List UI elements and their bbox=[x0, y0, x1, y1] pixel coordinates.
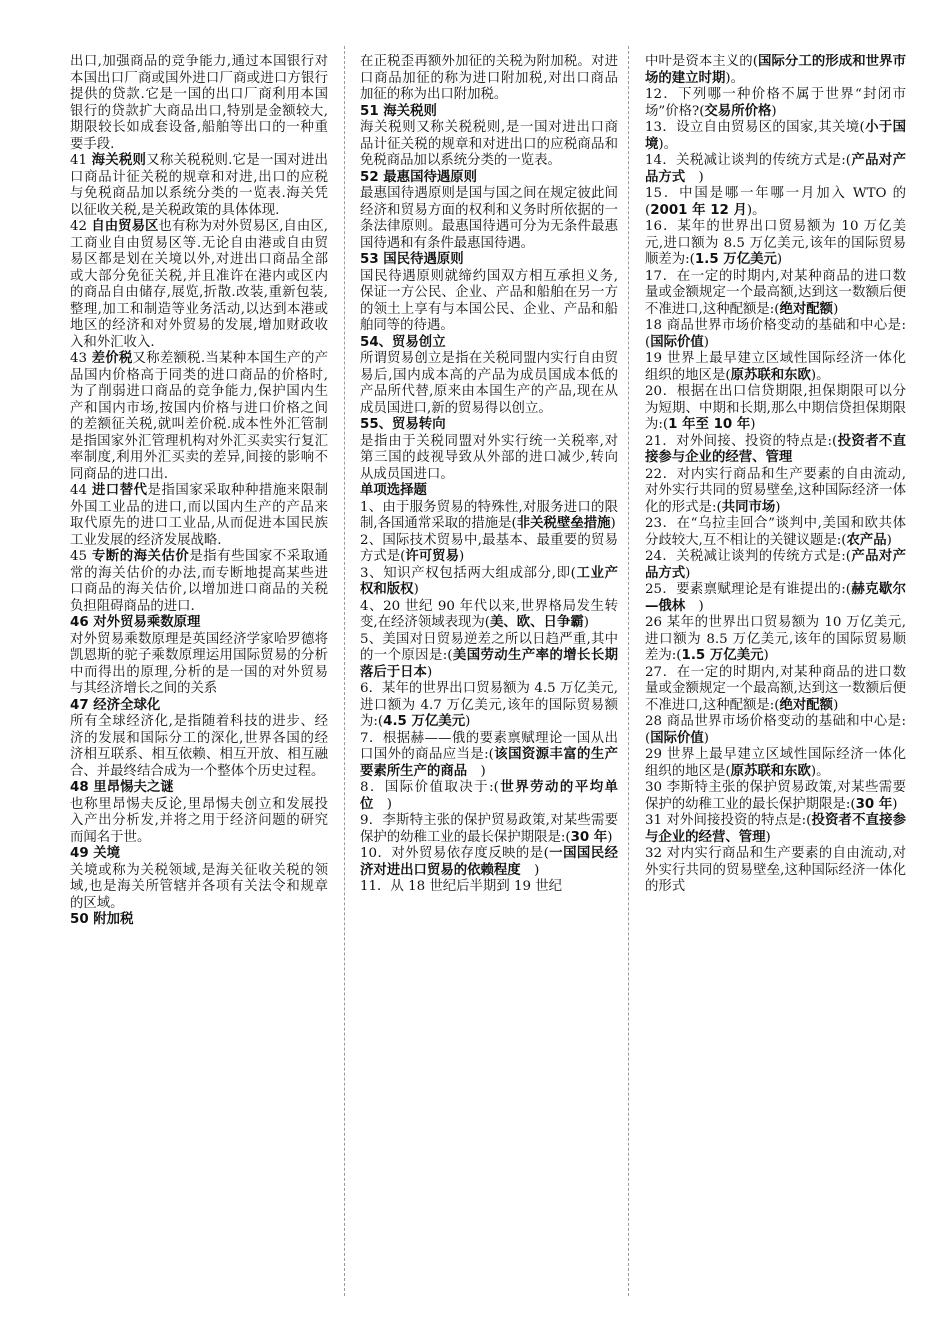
paragraph bbox=[70, 483, 328, 549]
answer-text: 美国劳动生产率的增长长期落后于日本 bbox=[360, 648, 618, 680]
body-text: 13．设立自由贸易区的国家,其关境( bbox=[645, 120, 865, 135]
answer-text: 许可贸易 bbox=[405, 549, 459, 564]
answer-text: 产品对产品方式 bbox=[645, 153, 906, 185]
paragraph bbox=[360, 351, 618, 417]
body-text: 21．对外间接、投资的特点是:( bbox=[645, 433, 838, 449]
closing-punct: ) bbox=[426, 664, 433, 680]
body-text: 最惠国待遇原则是国与国之间在规定彼此间经济和贸易方面的权利和义务时所依据的一条法律原则。最惠国待遇可分为无条件最惠国待遇和有条件最惠国待遇。 bbox=[360, 186, 618, 251]
answer-text: 2001 年 12 月 bbox=[650, 202, 747, 218]
closing-punct: ) bbox=[685, 565, 691, 581]
body-text: 海关税则又称关税税则,是一国对进出口商品计征关税的规章和对进出口的应税商品和免税商品加以系统分类的一览表。 bbox=[360, 120, 618, 168]
closing-punct: ) bbox=[703, 334, 710, 350]
section-heading: 51 海关税则 bbox=[360, 103, 437, 119]
paragraph bbox=[360, 54, 618, 104]
body-text: 是指有些国家不采取通常的海关估价的办法,而专断地提高某些进口商品的海关估价,以增加进口商品的关税负担阻碍商品的进口. bbox=[70, 549, 328, 614]
question-item bbox=[645, 153, 906, 186]
closing-punct: ) bbox=[771, 103, 777, 119]
question-item bbox=[645, 318, 906, 351]
question-item bbox=[645, 87, 906, 120]
section-heading: 55、贸易转向 bbox=[360, 417, 446, 432]
body-text: 9．李斯特主张的保护贸易政策,对某些需要保护的幼稚工业的最长保护期限是:( bbox=[360, 813, 618, 845]
paragraph bbox=[645, 846, 906, 896]
column-divider bbox=[628, 46, 629, 1296]
paragraph bbox=[360, 186, 618, 252]
question-item bbox=[360, 533, 618, 566]
section-heading: 48 里昂惕夫之谜 bbox=[70, 780, 174, 795]
answer-text: 非关税壁垒措施 bbox=[516, 516, 611, 531]
closing-punct: )。 bbox=[658, 136, 678, 152]
answer-text: 产品对产品方式 bbox=[645, 549, 906, 581]
body-text: 2、国际技术贸易中,最基本、最重要的贸易方式是( bbox=[360, 532, 618, 564]
closing-punct: ) bbox=[886, 532, 892, 548]
section-heading: 52 最惠国待遇原则 bbox=[360, 169, 478, 185]
section-heading: 单项选择题 bbox=[360, 483, 427, 498]
answer-text: 国际价值 bbox=[650, 730, 704, 746]
answer-text: 原苏联和东欧 bbox=[730, 763, 811, 779]
closing-punct: ) bbox=[765, 829, 771, 845]
body-text: 32 对内实行商品和生产要素的自由流动,对外实行共同的贸易壁垒,这种国际经济一体化的形式 bbox=[645, 846, 906, 894]
body-text: 4、20 世纪 90 年代以来,世界格局发生转变,在经济领域表现为( bbox=[360, 598, 618, 630]
text-column-right bbox=[645, 54, 906, 1294]
answer-text: 工业产权和版权 bbox=[360, 565, 618, 597]
question-item bbox=[645, 384, 906, 434]
closing-punct: ) bbox=[703, 730, 710, 746]
question-item bbox=[645, 219, 906, 269]
question-item bbox=[645, 714, 906, 747]
question-item bbox=[645, 615, 906, 665]
body-text: 对外贸易乘数原理是英国经济学家哈罗德将凯恩斯的驼子乘数原理运用国际贸易的分析中而得出的原理,分析的是一国的对外贸易与其经济增长之间的关系 bbox=[70, 631, 328, 696]
closing-punct: ) bbox=[607, 829, 613, 845]
answer-text: 农产品 bbox=[846, 532, 887, 548]
paragraph bbox=[70, 219, 328, 351]
question-item bbox=[645, 780, 906, 813]
paragraph bbox=[70, 153, 328, 219]
body-text: 26 某年的世界出口贸易额为 10 万亿美元,进口额为 8.5 万亿美元,该年的国际贸易顺差为:( bbox=[645, 615, 906, 663]
closing-punct: ) bbox=[685, 169, 704, 185]
closing-punct: ) bbox=[763, 648, 769, 663]
answer-text: 国际分工的形成和世界市场的建立时期 bbox=[645, 54, 906, 86]
body-text: 27．在一定的时期内,对某种商品的进口数量或金额规定一个最高额,达到这一数额后便不准进口,这种配额是:( bbox=[645, 664, 906, 713]
closing-punct: ) bbox=[373, 796, 393, 812]
text-column-left bbox=[70, 54, 328, 1294]
body-text: 8．国际价值取决于:( bbox=[360, 780, 499, 795]
term-number: 42 bbox=[70, 219, 88, 234]
answer-text: 共同市场 bbox=[721, 499, 776, 515]
body-text: 10．对外贸易依存度反映的是( bbox=[360, 846, 549, 861]
question-item bbox=[645, 582, 906, 615]
term-number: 41 bbox=[70, 153, 88, 168]
body-text: 所谓贸易创立是指在关税同盟内实行自由贸易后,国内成本高的产品为成员国成本低的产品所代替,原来由本国生产的产品,现在从成员国进口,新的贸易得以创立。 bbox=[360, 351, 618, 416]
body-text: 20．根据在出口信贷期限,担保期限可以分为短期、中期和长期,那么中期信贷担保期限为:( bbox=[645, 384, 906, 432]
answer-text: 1.5 万亿美元 bbox=[681, 648, 764, 663]
term-number: 45 bbox=[70, 549, 88, 564]
section-heading: 54、贸易创立 bbox=[360, 334, 446, 350]
closing-punct: )。 bbox=[725, 70, 744, 86]
question-item bbox=[360, 813, 618, 846]
closing-punct: ) bbox=[465, 714, 471, 729]
body-text: 12．下列哪一种价格不属于世界“封闭市场”价格?( bbox=[645, 87, 906, 119]
answer-text: 绝对配额 bbox=[779, 697, 834, 713]
answer-text: 国际价值 bbox=[650, 334, 704, 350]
body-text: 7．根据赫——俄的要素禀赋理论一国从出口国外的商品应当是:( bbox=[360, 730, 618, 762]
question-item bbox=[360, 846, 618, 879]
question-item bbox=[360, 731, 618, 781]
body-text: 24．关税减让谈判的传统方式是:( bbox=[645, 549, 851, 564]
body-text: 29 世界上最早建立区域性国际经济一体化组织的地区是( bbox=[645, 747, 906, 779]
closing-punct: ) bbox=[775, 499, 781, 515]
body-text: 中叶是资本主义的( bbox=[645, 54, 758, 69]
closing-punct: ) bbox=[833, 697, 839, 713]
question-item bbox=[360, 681, 618, 731]
answer-text: 1 年至 10 年 bbox=[668, 417, 751, 432]
body-text: 所有全球经济化,是指随着科技的进步、经济的发展和国际分工的深化,世界各国的经济相互联系、相互依赖、相互开放、相互融合、并最终结合成为一个整体个历史过程。 bbox=[70, 714, 328, 779]
term-number: 44 bbox=[70, 483, 88, 498]
paragraph bbox=[360, 269, 618, 335]
closing-punct: )。 bbox=[746, 202, 766, 218]
column-divider bbox=[344, 46, 345, 1296]
body-text: 18 商品世界市场价格变动的基础和中心是:( bbox=[645, 318, 906, 350]
body-text: 出口,加强商品的竞争能力,通过本国银行对本国出口厂商或国外进口厂商或进口方银行提供的贷款.它是一国的出口厂商利用本国银行的贷款扩大商品出口,特别是金额较大,期限较长如成套设备,船舶等出口的一种重要手段. bbox=[70, 54, 328, 152]
answer-text: 绝对配额 bbox=[779, 301, 834, 317]
term-name: 自由贸易区 bbox=[91, 219, 159, 234]
question-item bbox=[360, 632, 618, 682]
text-column-middle bbox=[360, 54, 618, 1294]
body-text: 11．从 18 世纪后半期到 19 世纪 bbox=[360, 879, 563, 894]
section-heading: 50 附加税 bbox=[70, 912, 134, 927]
answer-text: 小于国境 bbox=[645, 120, 906, 152]
body-text: 22．对内实行商品和生产要素的自由流动,对外实行共同的贸易壁垒,这种国际经济一体化的形式是:( bbox=[645, 466, 906, 515]
paragraph bbox=[70, 549, 328, 615]
paragraph bbox=[360, 434, 618, 484]
answer-text: 交易所价格 bbox=[704, 103, 772, 119]
answer-text: 4.5 万亿美元 bbox=[383, 714, 466, 729]
answer-text: 投资者不直接参与企业的经营、管理 bbox=[645, 813, 906, 845]
paragraph bbox=[70, 714, 328, 780]
body-text: 关境或称为关税领域,是海关征收关税的领域,也是海关所管辖并各项有关法令和规章的区域。 bbox=[70, 862, 328, 911]
answer-text: 30 年 bbox=[570, 829, 608, 845]
answer-text: 该国资源丰富的生产要素所生产的商品 bbox=[360, 747, 618, 779]
question-item bbox=[645, 747, 906, 780]
question-item bbox=[645, 54, 906, 87]
term-name: 进口替代 bbox=[91, 483, 148, 498]
body-text: 28 商品世界市场价格变动的基础和中心是:( bbox=[645, 714, 906, 746]
closing-punct: ) bbox=[685, 598, 704, 614]
question-item bbox=[645, 813, 906, 846]
answer-text: 美、欧、日争霸 bbox=[490, 615, 584, 630]
body-text: 15．中国是哪一年哪一月加入 WTO 的( bbox=[645, 186, 906, 218]
body-text: 又称差额税.当某种本国生产的产品国内价格高于同类的进口商品的价格时,为了削弱进口商品的竞争能力,保护国内生产和国内市场,按国内价格与进口价格之间的差额征关税,就叫差价税.成本性外汇管制是指国家外汇管理机构对外汇买卖实行复汇率制度,利用外汇买卖的差异,间接的影响不同商品的进口出. bbox=[70, 351, 328, 482]
question-item bbox=[645, 269, 906, 319]
question-item bbox=[645, 549, 906, 582]
question-item bbox=[645, 665, 906, 715]
body-text: 16．某年的世界出口贸易额为 10 万亿美元,进口额为 8.5 万亿美元,该年的国际贸易顺差为:( bbox=[645, 219, 906, 267]
body-text: 31 对外间接投资的特点是:( bbox=[645, 813, 812, 828]
answer-text: 赫克歇尔—俄林 bbox=[645, 582, 906, 614]
answer-text: 1.5 万亿美元 bbox=[694, 252, 777, 267]
closing-punct: )。 bbox=[810, 367, 830, 383]
closing-punct: ) bbox=[520, 862, 540, 878]
body-text: 23．在“乌拉圭回合”谈判中,美国和欧共体分歧较大,互不相让的关键议题是:( bbox=[645, 516, 906, 548]
body-text: 又称关税税则.它是一国对进出口商品计征关税的规章和对进,出口的应税与免税商品加以系统分类的一览表.海关凭以征收关税,是关税政策的具体体现. bbox=[70, 153, 328, 218]
answer-text: 投资者不直接参与企业的经营、管理 bbox=[645, 433, 906, 465]
body-text: 14．关税减让谈判的传统方式是:( bbox=[645, 153, 851, 168]
closing-punct: ) bbox=[892, 796, 898, 812]
closing-punct: ) bbox=[776, 252, 783, 267]
section-heading: 53 国民待遇原则 bbox=[360, 252, 464, 267]
section-heading: 49 关境 bbox=[70, 846, 121, 861]
closing-punct: ) bbox=[750, 417, 756, 432]
paragraph bbox=[70, 351, 328, 483]
term-number: 43 bbox=[70, 351, 88, 366]
body-text: 国民待遇原则就缔约国双方相互承担义务,保证一方公民、企业、产品和船舶在另一方的领土上享有与本国公民、企业、产品和船舶同等的待遇。 bbox=[360, 268, 618, 333]
paragraph bbox=[70, 632, 328, 698]
answer-text: 30 年 bbox=[855, 796, 893, 812]
term-name: 海关税则 bbox=[91, 153, 147, 168]
question-item bbox=[645, 351, 906, 384]
closing-punct: ) bbox=[610, 516, 616, 531]
body-text: 6．某年的世界出口贸易额为 4.5 万亿美元,进口额为 4.7 万亿美元,该年的国际贸易额为:( bbox=[360, 681, 618, 729]
body-text: 5、美国对日贸易逆差之所以日趋严重,其中的一个原因是:( bbox=[360, 631, 618, 663]
question-item bbox=[360, 780, 618, 813]
question-item bbox=[360, 599, 618, 632]
closing-punct: ) bbox=[413, 582, 419, 597]
paragraph bbox=[70, 797, 328, 847]
section-heading: 47 经济全球化 bbox=[70, 697, 161, 713]
paragraph bbox=[70, 863, 328, 913]
question-item bbox=[645, 516, 906, 549]
closing-punct: ) bbox=[833, 301, 839, 317]
question-item bbox=[360, 500, 618, 533]
term-name: 专断的海关估价 bbox=[91, 549, 190, 564]
body-text: 25．要素禀赋理论是有谁提出的:( bbox=[645, 582, 851, 597]
body-text: 是指国家采取种种措施来限制外国工业品的进口,而以国内生产的产品来取代原先的进口工业品,从而促进本国民族工业发展的经济发展战略. bbox=[70, 483, 328, 548]
section-heading: 46 对外贸易乘数原理 bbox=[70, 615, 201, 630]
body-text: 1、由于服务贸易的特殊性,对服务进口的限制,各国通常采取的措施是( bbox=[360, 499, 618, 531]
closing-punct: ) bbox=[583, 615, 589, 630]
question-item bbox=[360, 566, 618, 599]
document-page bbox=[70, 54, 906, 1294]
paragraph bbox=[70, 54, 328, 153]
answer-text: 一国国民经济对进出口贸易的依赖程度 bbox=[360, 846, 618, 878]
closing-punct: ) bbox=[467, 763, 486, 779]
question-item bbox=[645, 434, 906, 467]
question-item bbox=[645, 467, 906, 517]
body-text: 也有称为对外贸易区,自由区,工商业自由贸易区等.无论自由港或自由贸易区都是划在关境以外,对进出口商品全部或大部分免征关税,并且准许在港内或区内的商品自由储存,展览,折散.改装,重新包装,整理,加工和制造等业务活动,以达到本港或地区的经济和对外贸易的发展,增加财政收入和外汇收入. bbox=[70, 219, 328, 350]
body-text: 19 世界上最早建立区域性国际经济一体化组织的地区是( bbox=[645, 351, 906, 383]
closing-punct: ) bbox=[458, 549, 465, 564]
closing-punct: )。 bbox=[810, 763, 830, 779]
question-item bbox=[645, 186, 906, 219]
question-item bbox=[645, 120, 906, 153]
body-text: 是指由于关税同盟对外实行统一关税率,对第三国的歧视导致从外部的进口减少,转向从成员国进口。 bbox=[360, 433, 618, 482]
body-text: 也称里昂惕夫反论,里昂惕夫创立和发展投入产出分析发,并将之用于经济问题的研究而闻名于世。 bbox=[70, 796, 328, 845]
answer-text: 世界劳动的平均单位 bbox=[360, 780, 618, 812]
answer-text: 原苏联和东欧 bbox=[730, 367, 811, 383]
body-text: 3、知识产权包括两大组成部分,即( bbox=[360, 565, 576, 581]
body-text: 17．在一定的时期内,对某种商品的进口数量或金额规定一个最高额,达到这一数额后便不准进口,这种配额是:( bbox=[645, 268, 906, 317]
term-name: 差价税 bbox=[91, 351, 133, 366]
paragraph bbox=[360, 879, 618, 896]
paragraph bbox=[360, 120, 618, 170]
body-text: 30 李斯特主张的保护贸易政策,对某些需要保护的幼稚工业的最长保护期限是:( bbox=[645, 780, 906, 812]
body-text: 在正税歪再额外加征的关税为附加税。对进口商品加征的称为进口附加税,对出口商品加征的称为出口附加税。 bbox=[360, 54, 618, 102]
